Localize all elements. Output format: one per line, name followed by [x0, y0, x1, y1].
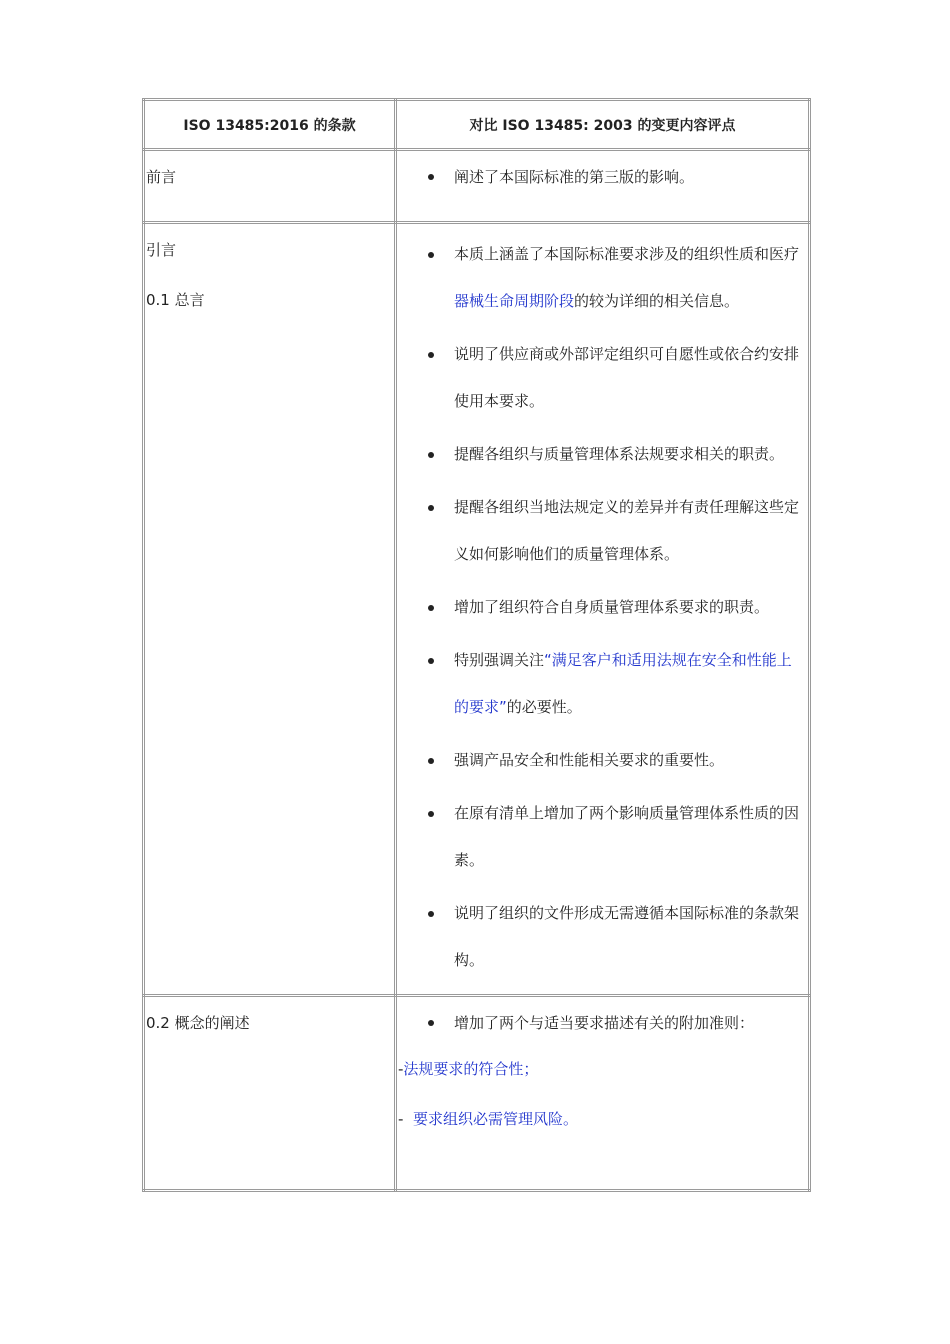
changes-cell [396, 223, 810, 996]
change-list [397, 224, 808, 984]
change-item: 说明了供应商或外部评定组织可自愿性或依合约安排使用本要求。 [397, 331, 808, 425]
changes-cell [396, 150, 810, 223]
highlight-text: “满足客户和适用法规在安全和性能上的要求” [454, 651, 792, 716]
highlight-text: 器械生命周期阶段 [454, 292, 575, 310]
dash-item: -法规要求的符合性； [398, 1060, 539, 1078]
header-clause: ISO 13485:2016 的条款 [144, 100, 396, 150]
clause-cell [144, 996, 396, 1191]
clause-label: 0.2 概念的阐述 [146, 1014, 250, 1032]
change-item: 阐述了本国际标准的第三版的影响。 [397, 167, 808, 187]
table-header-row [144, 100, 810, 150]
change-item: 增加了组织符合自身质量管理体系要求的职责。 [397, 584, 808, 631]
header-changes: 对比 ISO 13485: 2003 的变更内容评点 [396, 100, 810, 150]
clause-label: 0.1 总言 [146, 291, 205, 309]
change-item: 增加了两个与适当要求描述有关的附加准则： [397, 1013, 808, 1033]
clause-cell [144, 150, 396, 223]
change-list [397, 997, 808, 1033]
change-list [397, 151, 808, 187]
change-item: 说明了组织的文件形成无需遵循本国际标准的条款架构。 [397, 890, 808, 984]
change-item: 提醒各组织当地法规定义的差异并有责任理解这些定义如何影响他们的质量管理体系。 [397, 484, 808, 578]
comparison-table [142, 98, 811, 1192]
change-item: 在原有清单上增加了两个影响质量管理体系性质的因素。 [397, 790, 808, 884]
change-item: 提醒各组织与质量管理体系法规要求相关的职责。 [397, 431, 808, 478]
clause-label: 引言 [146, 241, 177, 259]
table-row [144, 223, 810, 996]
change-item: 特别强调关注“满足客户和适用法规在安全和性能上的要求”的必要性。 [397, 637, 808, 731]
table-row [144, 996, 810, 1191]
table-row [144, 150, 810, 223]
change-item: 强调产品安全和性能相关要求的重要性。 [397, 737, 808, 784]
dash-item: - 要求组织必需管理风险。 [398, 1110, 578, 1128]
clause-cell [144, 223, 396, 996]
change-item: 本质上涵盖了本国际标准要求涉及的组织性质和医疗器械生命周期阶段的较为详细的相关信息。 [397, 231, 808, 325]
changes-cell [396, 996, 810, 1191]
clause-label: 前言 [146, 168, 177, 186]
